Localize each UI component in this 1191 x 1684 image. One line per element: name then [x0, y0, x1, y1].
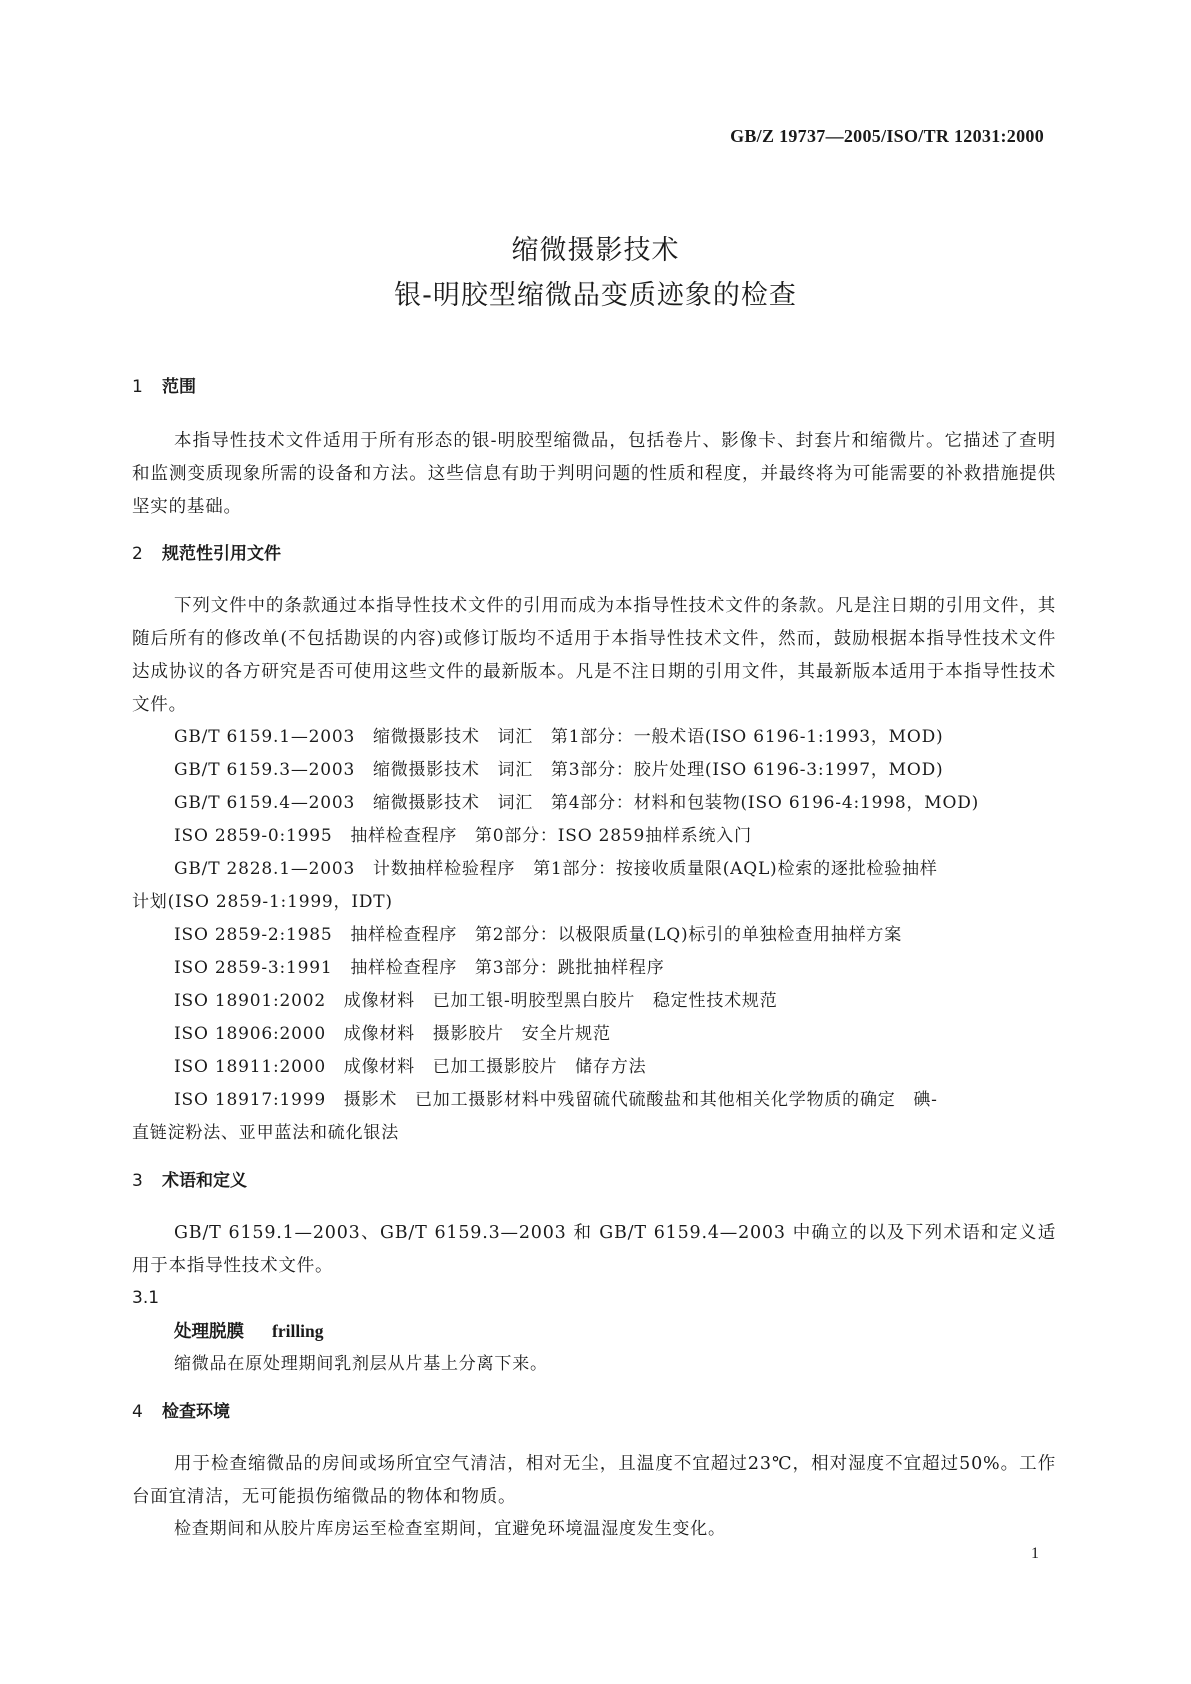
document-title-line1: 缩微摄影技术: [511, 235, 680, 266]
term-definition: 缩微品在原处理期间乳剂层从片基上分离下来。: [174, 1354, 548, 1374]
reference-item: GB/T 2828.1—2003 计数抽样检验程序 第1部分：按接收质量限(AQL)检索的逐批检验抽样: [174, 859, 938, 879]
term-english: frilling: [272, 1321, 324, 1341]
reference-item: GB/T 6159.4—2003 缩微摄影技术 词汇 第4部分：材料和包装物(ISO 6196-4:1998，MOD): [174, 793, 980, 813]
reference-item: ISO 2859-2:1985 抽样检查程序 第2部分：以极限质量(LQ)标引的单独检查用抽样方案: [174, 925, 903, 945]
section-2-heading: [132, 543, 281, 565]
section-4-heading: [132, 1401, 230, 1423]
reference-item: ISO 2859-3:1991 抽样检查程序 第3部分：跳批抽样程序: [174, 958, 665, 978]
section-1-heading: [132, 376, 196, 398]
section-3-paragraph: GB/T 6159.1—2003、GB/T 6159.3—2003 和 GB/T 6159.4—2003 中确立的以及下列术语和定义适用于本指导性技术文件。: [132, 1223, 1056, 1276]
section-title: 规范性引用文件: [162, 544, 281, 564]
reference-item: ISO 2859-0:1995 抽样检查程序 第0部分：ISO 2859抽样系统入门: [174, 826, 752, 846]
section-3-heading: [132, 1170, 247, 1192]
section-number: 2: [132, 544, 143, 564]
reference-item: ISO 18906:2000 成像材料 摄影胶片 安全片规范: [174, 1024, 611, 1044]
reference-item: GB/T 6159.3—2003 缩微摄影技术 词汇 第3部分：胶片处理(ISO 6196-3:1997，MOD): [174, 760, 944, 780]
section-1-paragraph: 本指导性技术文件适用于所有形态的银-明胶型缩微品，包括卷片、影像卡、封套片和缩微片。它描述了查明和监测变质现象所需的设备和方法。这些信息有助于判明问题的性质和程度，并最终将为可能需要的补救措施提供坚实的基础。: [132, 431, 1056, 517]
reference-item-continued: 直链淀粉法、亚甲蓝法和硫化银法: [132, 1123, 399, 1143]
section-number: 4: [132, 1402, 143, 1422]
reference-item: ISO 18901:2002 成像材料 已加工银-明胶型黑白胶片 稳定性技术规范: [174, 991, 778, 1011]
section-title: 术语和定义: [162, 1171, 247, 1191]
section-title: 检查环境: [162, 1402, 230, 1422]
section-4-paragraph: 用于检查缩微品的房间或场所宜空气清洁，相对无尘，且温度不宜超过23℃，相对湿度不宜超过50%。工作台面宜清洁，无可能损伤缩微品的物体和物质。: [132, 1454, 1056, 1507]
section-number: 3: [132, 1171, 143, 1191]
section-2-paragraph: 下列文件中的条款通过本指导性技术文件的引用而成为本指导性技术文件的条款。凡是注日期的引用文件，其随后所有的修改单(不包括勘误的内容)或修订版均不适用于本指导性技术文件，然而，鼓励根据本指导性技术文件达成协议的各方研究是否可使用这些文件的最新版本。凡是不注日期的引用文件，其最新版本适用于本指导性技术文件。: [132, 596, 1056, 715]
section-4-paragraph-2: 检查期间和从胶片库房运至检查室期间，宜避免环境温湿度发生变化。: [174, 1519, 726, 1539]
reference-item-continued: 计划(ISO 2859-1:1999，IDT): [132, 892, 393, 912]
term-entry: [174, 1320, 324, 1343]
page-number: 1: [1031, 1545, 1039, 1562]
document-title-line2: 银-明胶型缩微品变质迹象的检查: [394, 280, 797, 311]
standard-code: GB/Z 19737—2005/ISO/TR 12031:2000: [730, 126, 1044, 146]
reference-item: GB/T 6159.1—2003 缩微摄影技术 词汇 第1部分：一般术语(ISO 6196-1:1993，MOD): [174, 727, 944, 747]
term-chinese: 处理脱膜: [174, 1322, 244, 1342]
section-number: 1: [132, 377, 143, 397]
reference-item: ISO 18917:1999 摄影术 已加工摄影材料中残留硫代硫酸盐和其他相关化学物质的确定 碘-: [174, 1090, 938, 1110]
term-number: 3.1: [132, 1288, 160, 1308]
section-title: 范围: [162, 377, 196, 397]
reference-item: ISO 18911:2000 成像材料 已加工摄影胶片 储存方法: [174, 1057, 647, 1077]
